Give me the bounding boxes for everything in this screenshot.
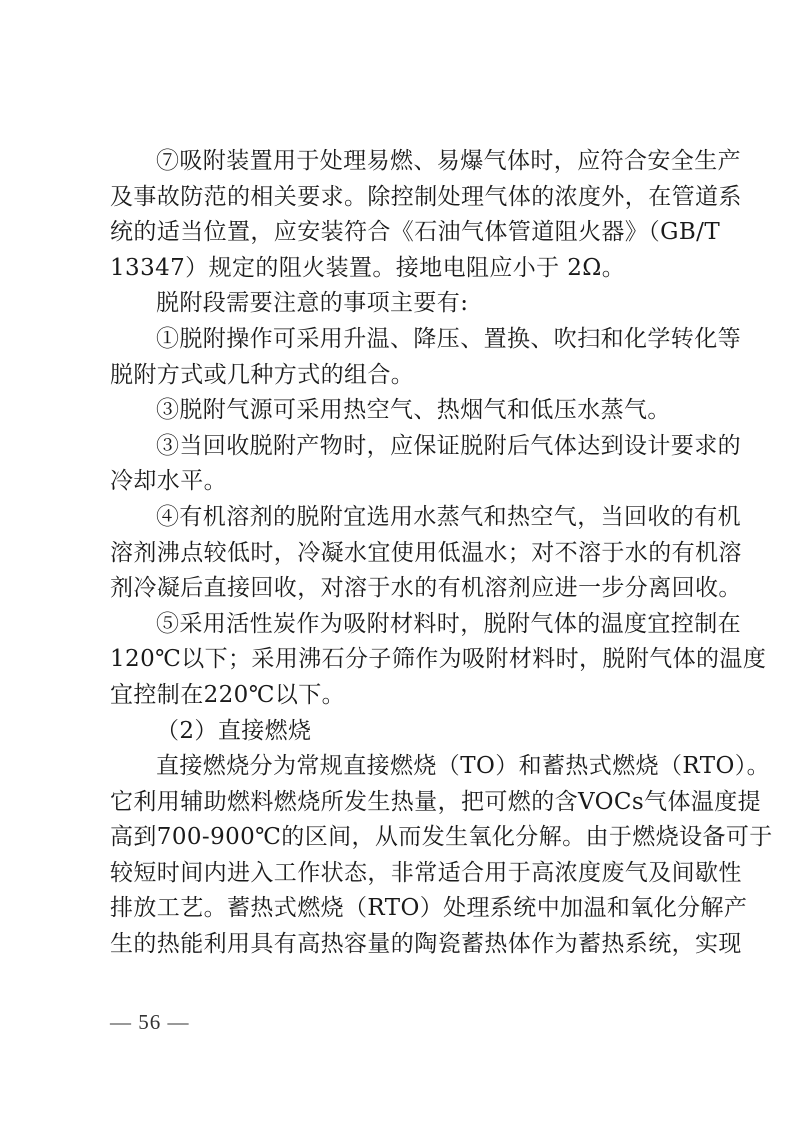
paragraph-desorption-1: [110, 322, 741, 393]
text-line: ①脱附操作可采用升温、降压、置换、吹扫和化学转化等: [156, 325, 741, 352]
text-line: 排放工艺。蓄热式燃烧（RTO）处理系统中加温和氧化分解产: [110, 895, 748, 922]
text-line: 宜控制在220℃以下。: [110, 681, 346, 708]
paragraph-desorption-intro: [110, 286, 700, 322]
text-line: ⑦吸附装置用于处理易燃、易爆气体时，应符合安全生产: [156, 148, 741, 174]
paragraph-desorption-5: [110, 607, 767, 714]
text-line: 脱附段需要注意的事项主要有:: [156, 290, 469, 317]
paragraph-desorption-2: [110, 393, 700, 429]
text-line: 冷却水平。: [110, 468, 227, 495]
section-heading: [110, 714, 700, 750]
text-line: 剂冷凝后直接回收，对溶于水的有机溶剂应进一步分离回收。: [110, 575, 742, 602]
text-line: ③当回收脱附产物时，应保证脱附后气体达到设计要求的: [156, 432, 741, 459]
text-line: 及事故防范的相关要求。除控制处理气体的浓度外，在管道系: [110, 183, 742, 210]
text-line: 13347）规定的阻火装置。接地电阻应小于 2Ω。: [110, 254, 626, 281]
text-line: 高到700-900℃的区间，从而发生氧化分解。由于燃烧设备可于: [110, 824, 773, 851]
text-line: 它利用辅助燃料燃烧所发生热量，把可燃的含VOCs气体温度提: [110, 788, 762, 815]
body-text: [110, 144, 773, 963]
text-line: ③脱附气源可采用热空气、热烟气和低压水蒸气。: [156, 397, 671, 424]
text-line: ④有机溶剂的脱附宜选用水蒸气和热空气，当回收的有机: [156, 503, 741, 530]
page-number: — 56 —: [110, 1010, 190, 1034]
paragraph-combustion: [110, 749, 773, 963]
paragraph-desorption-3: [110, 429, 741, 500]
text-line: ⑤采用活性炭作为吸附材料时，脱附气体的温度宜控制在: [156, 610, 741, 637]
text-line: 120℃以下；采用沸石分子筛作为吸附材料时，脱附气体的温度: [110, 646, 767, 673]
text-line: （2）直接燃烧: [156, 717, 312, 744]
text-line: 统的适当位置，应安装符合《石油气体管道阻火器》（GB/T: [110, 219, 721, 246]
text-line: 较短时间内进入工作状态，非常适合用于高浓度废气及间歇性: [110, 859, 742, 886]
text-line: 生的热能利用具有高热容量的陶瓷蓄热体作为蓄热系统，实现: [110, 931, 742, 958]
text-line: 溶剂沸点较低时，冷凝水宜使用低温水；对不溶于水的有机溶: [110, 539, 742, 566]
paragraph-desorption-4: [110, 500, 742, 607]
text-line: 直接燃烧分为常规直接燃烧（TO）和蓄热式燃烧（RTO）。: [156, 753, 771, 780]
paragraph-item-7: [110, 144, 742, 286]
text-line: 脱附方式或几种方式的组合。: [110, 361, 415, 388]
